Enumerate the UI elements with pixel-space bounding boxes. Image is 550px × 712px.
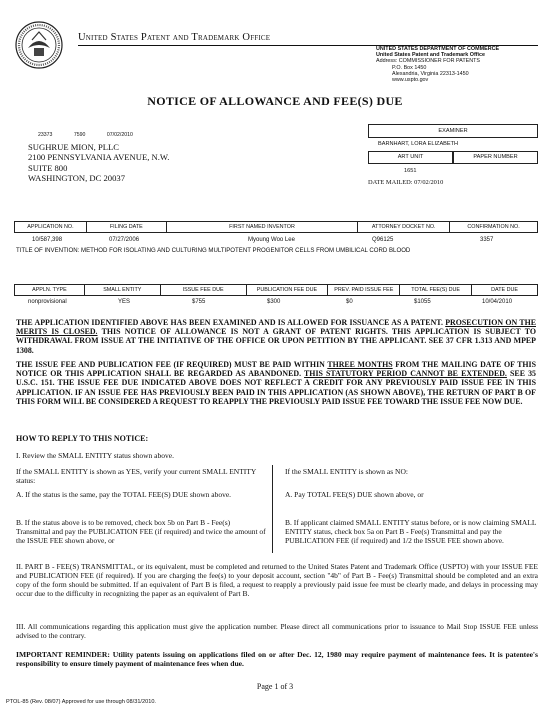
step-one: I. Review the SMALL ENTITY status shown above. — [16, 451, 174, 460]
confirmation-number: 3357 — [480, 237, 494, 243]
table-header: ATTORNEY DOCKET NO. — [358, 222, 450, 233]
address-line: WASHINGTON, DC 20037 — [28, 173, 125, 184]
date-due: 10/04/2010 — [482, 299, 513, 305]
table-header: FIRST NAMED INVENTOR — [166, 222, 358, 233]
dept-line: www.uspto.gov — [392, 77, 429, 84]
customer-number: 23373 — [38, 132, 53, 138]
three-months-text: THREE MONTHS — [327, 360, 393, 369]
dept-line: Alexandria, Virginia 22313-1450 — [392, 70, 469, 77]
address-meta — [38, 132, 153, 138]
address-code: 7590 — [73, 132, 86, 138]
fees-values-row — [0, 299, 550, 308]
examiner-name: BARNHART, LORA ELIZABETH — [378, 141, 459, 147]
page-number: Page 1 of 3 — [256, 682, 294, 691]
dept-line: UNITED STATES DEPARTMENT OF COMMERCE — [376, 46, 500, 52]
art-unit-value: 1651 — [404, 168, 417, 174]
deadline-text-end: SEE 35 U.S.C. 151. THE ISSUE FEE DUE INDICATED ABOVE DOES NOT REFLECT A CREDIT FOR ANY PREVIOUSLY PAID ISSUE FEE IN THIS APPLICATION. IF AN ISSUE FEE HAS PREVIOUSLY BEEN PAID IN THIS APPLICATION (AS SHOWN ABOVE), THE RETURN OF PART B OF THIS FORM WILL BE CONSIDERED A REQUEST TO REAPPLY THE PREVIOUSLY PAID ISSUE FEE TOWARD THE ISSUE FEE NOW DUE. — [16, 369, 536, 406]
prev-paid-issue-fee: $0 — [346, 299, 353, 305]
deadline-text-cont: FROM THE MAILING DATE OF THIS NOTICE OR THIS APPLICATION SHALL BE REGARDED AS ABANDONED. — [16, 360, 536, 379]
table-header: FILING DATE — [86, 222, 166, 233]
paper-number-label: PAPER NUMBER — [473, 154, 518, 160]
allowance-text: THE APPLICATION IDENTIFIED ABOVE HAS BEEN EXAMINED AND IS ALLOWED FOR ISSUANCE AS A PATENT. — [16, 318, 443, 327]
art-unit-label: ART UNIT — [397, 154, 424, 160]
address-line: SUITE 800 — [28, 162, 68, 173]
table-header: TOTAL FEE(S) DUE — [400, 285, 472, 296]
table-header-row — [15, 222, 538, 233]
fee-deadline-statement — [16, 360, 536, 406]
dept-line: P.O. Box 1450 — [392, 64, 427, 71]
deadline-text: THE ISSUE FEE AND PUBLICATION FEE (IF REQUIRED) MUST BE PAID WITHIN — [16, 360, 325, 369]
uspto-seal-logo — [14, 20, 64, 70]
form-number: PTOL-85 (Rev. 08/07) Approved for use through 08/31/2010. — [6, 699, 156, 705]
table-header: ISSUE FEE DUE — [160, 285, 246, 296]
table-header: SMALL ENTITY — [84, 285, 160, 296]
fees-table — [14, 284, 538, 296]
application-number: 10/587,398 — [32, 237, 63, 243]
table-header: PUBLICATION FEE DUE — [246, 285, 328, 296]
small-entity-yes-heading: If the SMALL ENTITY is shown as YES, verify your current SMALL ENTITY status: — [16, 467, 257, 485]
table-header-row — [15, 285, 538, 296]
statutory-period-text: THIS STATUTORY PERIOD CANNOT BE EXTENDED. — [304, 369, 507, 379]
title-of-invention: TITLE OF INVENTION: METHOD FOR ISOLATING AND CULTURING MULTIPOTENT PROGENITOR CELLS FROM UMBILICAL CORD BLOOD — [16, 247, 411, 254]
application-table — [14, 221, 538, 233]
table-header: APPLN. TYPE — [15, 285, 85, 296]
small-entity-no-heading: If the SMALL ENTITY is shown as NO: — [285, 467, 408, 476]
allowance-statement — [16, 318, 536, 355]
examiner-label: EXAMINER — [438, 128, 468, 134]
dept-line: Address: COMMISSIONER FOR PATENTS — [376, 58, 481, 65]
attorney-docket-number: Q96125 — [372, 237, 394, 243]
total-fees-due: $1055 — [414, 299, 431, 305]
office-title: United States Patent and Trademark Office — [78, 32, 271, 43]
application-type: nonprovisional — [28, 299, 67, 305]
issue-fee-due: $755 — [192, 299, 206, 305]
address-line: SUGHRUE MION, PLLC — [28, 142, 119, 152]
step-two: II. PART B - FEE(S) TRANSMITTAL, or its equivalent, must be completed and returned to the United States Patent and Trademark Office (USPTO) with your ISSUE FEE and PUBLICATION FEE (if required). If you are charging the fee(s) to your deposit account, section "4b" of Part B - Fee(s) Transmittal should be completed and an extra copy of the form should be submitted. If an equivalent of Part B is filed, a request to reapply a previously paid issue fee must be clearly made, and delays in processing may occur due to the difficulty in recognizing the paper as an equivalent of Part B. — [16, 562, 538, 598]
address-date: 07/02/2010 — [106, 132, 133, 138]
dept-line: United States Patent and Trademark Office — [376, 52, 486, 59]
filing-date: 07/27/2006 — [109, 237, 140, 243]
step-three: III. All communications regarding this application must give the application number. Please direct all communications prior to issuance to Mail Stop ISSUE FEE unless advised to the contrary. — [16, 622, 538, 640]
small-entity-no-option-a: A. Pay TOTAL FEE(S) DUE shown above, or — [285, 490, 424, 499]
paper-number-label-box — [453, 151, 538, 164]
art-unit-label-box — [368, 151, 453, 164]
publication-fee-due: $300 — [267, 299, 281, 305]
prosecution-closed-text: PROSECUTION ON THE MERITS IS CLOSED. — [16, 318, 536, 337]
allowance-text-cont: THIS NOTICE OF ALLOWANCE IS NOT A GRANT OF PATENT RIGHTS. THIS APPLICATION IS SUBJECT TO WITHDRAWAL FROM ISSUE AT THE INITIATIVE OF THE OFFICE OR UPON PETITION BY THE APPLICANT. SEE 37 CFR 1.313 AND MPEP 1308. — [16, 327, 536, 355]
notice-title: NOTICE OF ALLOWANCE AND FEE(S) DUE — [147, 94, 403, 108]
table-header: CONFIRMATION NO. — [450, 222, 538, 233]
how-to-reply-heading: HOW TO REPLY TO THIS NOTICE: — [16, 434, 149, 443]
reminder-label: IMPORTANT REMINDER: — [16, 650, 110, 659]
address-line: 2100 PENNSYLVANIA AVENUE, N.W. — [28, 152, 170, 163]
important-reminder — [16, 650, 538, 668]
small-entity-value: YES — [118, 299, 131, 305]
correspondence-address — [28, 142, 169, 184]
table-header: APPLICATION NO. — [15, 222, 87, 233]
date-mailed: DATE MAILED: 07/02/2010 — [368, 179, 444, 186]
reminder-text: Utility patents issuing on applications filed on or after Dec. 12, 1980 may require payment of maintenance fees. It is patentee's responsibility to ensure timely payment of maintenance fees when due. — [16, 650, 538, 668]
first-named-inventor: Myoung Woo Lee — [248, 237, 295, 243]
department-address-block — [376, 46, 546, 83]
small-entity-yes-option-a: A. If the status is the same, pay the TOTAL FEE(S) DUE shown above. — [16, 490, 232, 499]
examiner-label-box — [368, 124, 538, 138]
table-header: DATE DUE — [472, 285, 538, 296]
table-header: PREV. PAID ISSUE FEE — [328, 285, 400, 296]
small-entity-yes-option-b: B. If the status above is to be removed, check box 5b on Part B - Fee(s) Transmittal and pay the PUBLICATION FEE (if required) and twice the amount of the ISSUE FEE shown above, or — [16, 518, 266, 545]
column-divider — [272, 465, 273, 553]
application-values-row — [0, 237, 550, 246]
small-entity-no-option-b: B. If applicant claimed SMALL ENTITY status before, or is now claiming SMALL ENTITY status, check box 5a on Part B - Fee(s) Transmittal and pay the PUBLICATION FEE (if required) and 1/2 the ISSUE FEE shown above. — [285, 518, 537, 545]
